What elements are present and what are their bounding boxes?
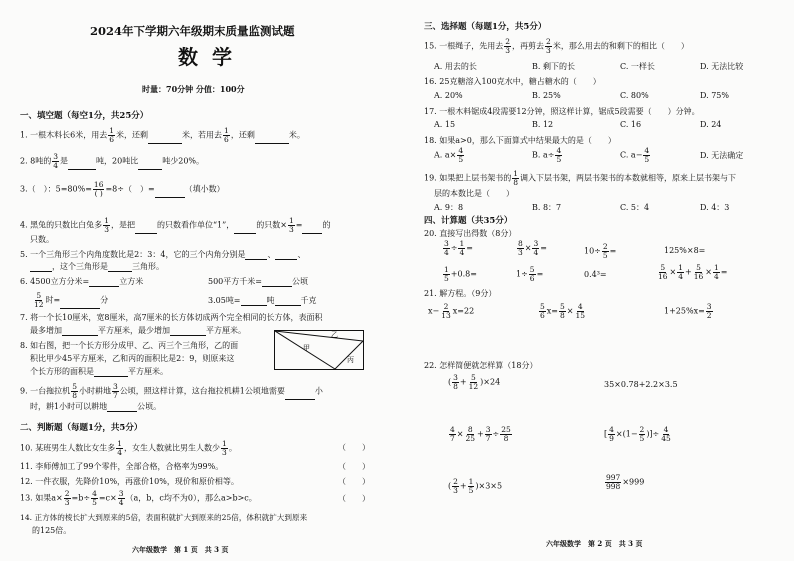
option-18-a[interactable]: A. a× $\frac{4}{5}$ [434, 146, 464, 164]
answer-paren-13[interactable]: （ ） [338, 494, 370, 503]
page-footer: 六年级数学 第 2 页 共 3 页 [546, 539, 643, 548]
answer-blank[interactable] [89, 286, 119, 287]
calc-1: $\frac{3}{4}$ ÷ $\frac{1}{4}$ = [444, 239, 473, 257]
question-5: 5. 一个三角形三个内角度数比是2：3：4，它的三个内角分别是 、 、 [20, 250, 306, 259]
question-21: 21. 解方程。（9分） [424, 289, 497, 298]
answer-blank[interactable] [135, 233, 157, 234]
question-1: 1. 一根木料长6米，用去 $\frac{1}{6}$ 米，还剩 米，若用去 $\frac{1}{6}$ ，还剩 米。 [20, 126, 305, 144]
question-20: 20. 直接写出得数（8分） [424, 229, 517, 238]
option-18-c[interactable]: C. a− $\frac{4}{5}$ [620, 146, 650, 164]
option-17-c[interactable]: C. 16 [620, 120, 642, 129]
calc-8: $\frac{5}{16}$ × $\frac{1}{4}$ + $\frac{5}{16}$ × $\frac{1}{4}$ = [658, 263, 728, 281]
answer-paren-11[interactable]: （ ） [338, 462, 370, 471]
answer-blank[interactable] [107, 411, 137, 412]
section-fill-blank: 一、填空题（每空1分，共25分） [20, 111, 149, 121]
answer-blank[interactable] [285, 399, 315, 400]
label-bing: 丙 [347, 356, 354, 364]
option-15-d[interactable]: D. 无法比较 [700, 62, 744, 71]
answer-blank[interactable] [241, 305, 267, 306]
question-4: 4. 黑兔的只数比白兔多 $\frac{1}{3}$ ，是把 的只数看作单位“1”， 的只数× $\frac{1}{3}$ = 的 [20, 216, 331, 234]
fraction: $\frac{1}{6}$ [109, 126, 115, 144]
option-17-d[interactable]: D. 24 [700, 120, 722, 129]
option-18-b[interactable]: B. a÷ $\frac{4}{5}$ [532, 146, 562, 164]
label-yi: 乙 [331, 331, 338, 339]
option-16-d[interactable]: D. 75% [700, 91, 729, 100]
question-2: 2. 8吨的 $\frac{3}{4}$ 是 吨，20吨比 吨少20%。 [20, 152, 205, 170]
option-16-c[interactable]: C. 80% [620, 91, 649, 100]
answer-blank[interactable] [138, 169, 162, 170]
option-16-a[interactable]: A. 20% [434, 91, 463, 100]
answer-blank[interactable] [234, 233, 256, 234]
label-jia: 甲 [303, 344, 310, 352]
answer-blank[interactable] [148, 143, 182, 144]
answer-blank[interactable] [245, 259, 267, 260]
question-10: 10. 某班男生人数比女生多 $\frac{1}{4}$ ，女生人数就比男生人数少 $\frac{1}{3}$ 。 [20, 439, 237, 457]
simplify-6: $\frac{997}{998}$ ×999 [606, 473, 645, 491]
option-17-a[interactable]: A. 15 [434, 120, 456, 129]
answer-blank[interactable] [155, 197, 185, 198]
calc-7: 0.4³= [584, 270, 607, 279]
question-19: 19. 如果把上层书架书的 $\frac{1}{8}$ 调入下层书架，两层书架书的本数就相等，原来上层书架与下 [424, 169, 737, 187]
subject-title: 数学 [178, 45, 246, 69]
question-8: 8. 如右图，把一个长方形分成甲、乙、丙三个三角形，乙的面 [20, 341, 239, 350]
answer-blank[interactable] [68, 169, 96, 170]
question-18: 18. 如果a>0，那么下面算式中结果最大的是（ ） [424, 136, 616, 145]
option-15-c[interactable]: C. 一样长 [620, 62, 655, 71]
option-19-d[interactable]: D. 4：3 [700, 203, 730, 212]
question-17: 17. 一根木料锯成4段需要12分钟，照这样计算，锯成5段需要（ ）分钟。 [424, 107, 700, 116]
answer-paren-12[interactable]: （ ） [338, 477, 370, 486]
answer-blank[interactable] [255, 143, 289, 144]
exam-title: 2024年下学期六年级期末质量监测试题 [90, 24, 295, 38]
option-19-c[interactable]: C. 5：4 [620, 203, 650, 212]
equation-2: $\frac{5}{6}$ x= $\frac{5}{8}$ × $\frac{4}{15}$ [540, 302, 586, 320]
option-16-b[interactable]: B. 25% [532, 91, 561, 100]
calc-4: 125%×8= [664, 246, 706, 255]
page-2: 三、选择题（每题1分，共5分） 15. 一根绳子，先用去 $\frac{2}{3}$ ，再剪去 $\frac{2}{3}$ 米，那么用去的和剩下的相比（ ） A. 用去的长 B. 剩下的长 C. 一样长 D. 无法比较 16. 25克糖溶入100克水中，糖占糖水的（ ） A. 20% B. 25% C. 80% D. 75% 17. 一根木料锯成4段需要12分钟，照这样计算，锯成5段需要（ ）分钟。 A. 15 B. 12 C. 16 D. 24 18. 如果a>0，那么下面算式中结果最大的是（ ） A. a× $\frac{4}{5}$ B. a÷ $\frac{4}{5}$ C. a− $\frac{4}{5}$ D. 无法确定 19. 如果把上层书架书的 $\frac{1}{8}$ 调入下层书架，两层书架书的本数就相等，原来上层书架与下 层的本数比是（ ） A. 9：8 B. 8：7 C. 5：4 D. 4：3 四、计算题（共35分） 20. 直接写出得数（8分） $\frac{3}{4}$ ÷ $\frac{1}{4}$ = $\frac{8}{3}$ × $\frac{3}{4}$ = 10÷ $\frac{2}{5}$ = 125%×8= $\frac{1}{5}$ +0.8= 1÷ $\frac{5}{6}$ = 0.4³= $\frac{5}{16}$ × $\frac{1}{4}$ + $\frac{5}{16}$ × $\frac{1}{4}$ = 21. 解方程。（9分） x− $\frac{2}{13}$ x=22 $\frac{5}{6}$ x= $\frac{5}{8}$ × $\frac{4}{15}$ 1+25%x= $\frac{3}{2}$ 22. 怎样简便就怎样算（18分） ( $\frac{3}{8}$ + $\frac{5}{12}$ )×24 35×0.78+2.2×3.5 $\frac{4}{7}$ × $\frac{8}{25}$ + $\frac{3}{7}$ ÷ $\frac{25}{8}$ [ $\frac{4}{9}$ ×(1− $\frac{2}{5}$ )]÷ $\frac{4}{45}$ ( $\frac{2}{3}$ + $\frac{1}{5}$ )×3×5 $\frac{997}{998}$ ×999 六年级数学 第 2 页 共 3 页 [424, 22, 744, 548]
question-9: 9. 一台拖拉机 $\frac{5}{8}$ 小时耕地 $\frac{3}{7}$ 公顷，照这样计算，这台拖拉机耕1公顷地需要 小 [20, 382, 323, 400]
question-15: 15. 一根绳子，先用去 $\frac{2}{3}$ ，再剪去 $\frac{2}{3}$ 米，那么用去的和剩下的相比（ ） [424, 37, 689, 55]
answer-blank[interactable] [108, 271, 132, 272]
rectangle-figure [274, 330, 364, 370]
calc-5: $\frac{1}{5}$ +0.8= [444, 265, 477, 283]
question-7: 7. 将一个长10厘米，宽8厘米，高7厘米的长方体切成两个完全相同的长方体，表面积 [20, 313, 323, 322]
section-choice: 三、选择题（每题1分，共5分） [424, 22, 547, 32]
answer-blank[interactable] [275, 305, 301, 306]
option-19-a[interactable]: A. 9：8 [434, 203, 464, 212]
page-1: 2024年下学期六年级期末质量监测试题 数学 时量：70分钟 分值：100分 一、填空题（每空1分，共25分） 1. 一根木料长6米，用去 $\frac{1}{6}$ 米，还剩 米，若用去 $\frac{1}{6}$ ，还剩 米。 2. 8吨的 $\frac{3}{4}$ 是 吨，20吨比 吨少20%。 3.（ ）：5=80%= $\frac{16}{( )}$ =8÷（ ）= （填小数） 4. 黑兔的只数比白兔多 $\frac{1}{3}$ ，是把 的只数看作单位“1”， 的只数× $\frac{1}{3}$ = 的 只数。 5. 一个三角形三个内角度数比是2：3：4，它的三个内角分别是 、 、 ，这个三角形是 三角形。 6. 4500立方分米= 立方米 500平方千米= 公顷 $\frac{5}{12}$ 时= 分 3.05吨= 吨 千克 7. 将一个长10厘米，宽8厘米，高7厘米的长方体切成两个完全相同的长方体，表面积 最多增加 平方厘米，最少增加 平方厘米。 8. 如右图，把一个长方形分成甲、乙、丙三个三角形，乙的面 积比甲少45平方厘米，乙和丙的面积比是2：9，则原来这 个长方形的面积是 平方厘米。 甲 乙 丙 9. 一台拖拉机 $\frac{5}{8}$ 小时耕地 $\frac{3}{7}$ 公顷，照这样计算，这台拖拉机耕1公顷地需要 小 时，耕1小时可以耕地 公顷。 二、判断题（每题1分，共5分） 10. 某班男生人数比女生多 $\frac{1}{4}$ ，女生人数就比男生人数少 $\frac{1}{3}$ 。 （ ） 11. 李师傅加工了99个零件，全部合格，合格率为99%。 （ ） 12. 一件衣服，先降价10%，再涨价10%，现价和原价相等。 （ ） 13. 如果a× $\frac{2}{3}$ =b÷ $\frac{4}{5}$ =c× $\frac{3}{4}$ （a，b，c均不为0），那么a>b>c。 （ ） 14. 正方体的棱长扩大到原来的5倍，表面积就扩大到原来的25倍，体积就扩大到原来 的125倍。 六年级数学 第 1 页 共 3 页 [20, 24, 370, 554]
question-12: 12. 一件衣服，先降价10%，再涨价10%，现价和原价相等。 [20, 477, 239, 486]
answer-blank[interactable] [60, 308, 100, 309]
simplify-5: ( $\frac{2}{3}$ + $\frac{1}{5}$ )×3×5 [448, 477, 503, 495]
option-18-d[interactable]: D. 无法确定 [700, 151, 744, 160]
equation-1: x− $\frac{2}{13}$ x=22 [428, 302, 475, 320]
question-22: 22. 怎样简便就怎样算（18分） [424, 361, 538, 370]
question-3: 3.（ ）：5=80%= $\frac{16}{( )}$ =8÷（ ）= （填小数） [20, 180, 225, 198]
answer-blank[interactable] [302, 233, 322, 234]
question-6: 6. 4500立方分米= 立方米 [20, 277, 144, 286]
simplify-2: 35×0.78+2.2×3.5 [604, 380, 678, 389]
exam-meta: 时量：70分钟 分值：100分 [142, 84, 245, 94]
option-17-b[interactable]: B. 12 [532, 120, 554, 129]
section-calculation: 四、计算题（共35分） [424, 216, 513, 226]
answer-blank[interactable] [62, 335, 98, 336]
equation-3: 1+25%x= $\frac{3}{2}$ [664, 302, 712, 320]
answer-blank[interactable] [94, 376, 128, 377]
section-judgment: 二、判断题（每题1分，共5分） [20, 423, 143, 433]
answer-paren-10[interactable]: （ ） [338, 443, 370, 452]
answer-blank[interactable] [30, 271, 52, 272]
answer-blank[interactable] [262, 286, 292, 287]
question-14: 14. 正方体的棱长扩大到原来的5倍，表面积就扩大到原来的25倍，体积就扩大到原来 [20, 513, 308, 522]
calc-6: 1÷ $\frac{5}{6}$ = [516, 265, 544, 283]
question-13: 13. 如果a× $\frac{2}{3}$ =b÷ $\frac{4}{5}$ =c× $\frac{3}{4}$ （a，b，c均不为0），那么a>b>c。 [20, 489, 257, 507]
option-15-b[interactable]: B. 剩下的长 [532, 62, 575, 71]
question-11: 11. 李师傅加工了99个零件，全部合格，合格率为99%。 [20, 462, 224, 471]
option-19-b[interactable]: B. 8：7 [532, 203, 562, 212]
calc-2: $\frac{8}{3}$ × $\frac{3}{4}$ = [518, 239, 547, 257]
page-footer: 六年级数学 第 1 页 共 3 页 [132, 545, 229, 554]
answer-blank[interactable] [170, 335, 206, 336]
simplify-1: ( $\frac{3}{8}$ + $\frac{5}{12}$ )×24 [448, 373, 501, 391]
answer-blank[interactable] [275, 259, 297, 260]
simplify-4: [ $\frac{4}{9}$ ×(1− $\frac{2}{5}$ )]÷ $\frac{4}{45}$ [604, 425, 671, 443]
simplify-3: $\frac{4}{7}$ × $\frac{8}{25}$ + $\frac{3}{7}$ ÷ $\frac{25}{8}$ [450, 425, 511, 443]
calc-3: 10÷ $\frac{2}{5}$ = [584, 242, 617, 260]
question-16: 16. 25克糖溶入100克水中，糖占糖水的（ ） [424, 77, 601, 86]
option-15-a[interactable]: A. 用去的长 [434, 62, 477, 71]
